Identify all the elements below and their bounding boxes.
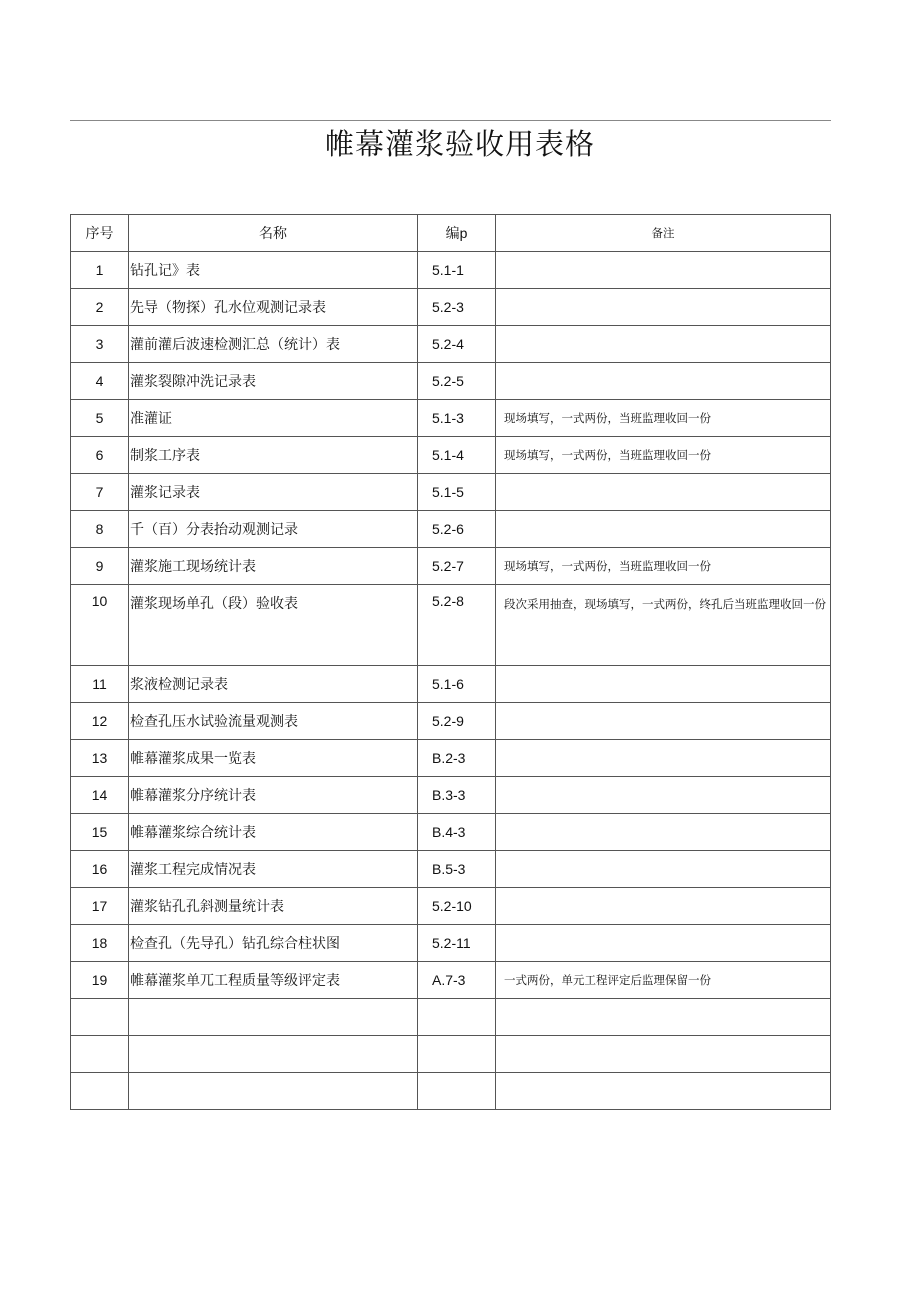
row-number: 16 [71, 851, 129, 888]
row-note [496, 925, 831, 962]
row-code: 5.2-8 [418, 585, 496, 666]
row-name: 灌浆施工现场统计表 [129, 548, 418, 585]
row-name: 帷幕灌浆综合统计表 [129, 814, 418, 851]
row-note: 现场填写，一式两份，当班监理收回一份 [496, 437, 831, 474]
row-number [71, 1036, 129, 1073]
row-number: 3 [71, 326, 129, 363]
row-name: 灌前灌后波速检测汇总（统计）表 [129, 326, 418, 363]
row-code: B.5-3 [418, 851, 496, 888]
row-name: 准灌证 [129, 400, 418, 437]
row-number: 2 [71, 289, 129, 326]
row-name: 灌浆记录表 [129, 474, 418, 511]
row-code: 5.2-5 [418, 363, 496, 400]
row-note: 现场填写，一式两份，当班监理收回一份 [496, 548, 831, 585]
row-note [496, 851, 831, 888]
row-number: 13 [71, 740, 129, 777]
row-note [496, 999, 831, 1036]
row-note [496, 289, 831, 326]
table-row [71, 999, 831, 1036]
row-note [496, 363, 831, 400]
header-rule [70, 120, 831, 121]
row-note [496, 740, 831, 777]
row-name: 先导（物探）孔水位观测记录表 [129, 289, 418, 326]
header-note: 备注 [496, 215, 831, 252]
row-note [496, 474, 831, 511]
row-name: 灌浆钻孔孔斜测量统计表 [129, 888, 418, 925]
row-name: 灌浆工程完成情况表 [129, 851, 418, 888]
row-code: B.4-3 [418, 814, 496, 851]
row-note [496, 666, 831, 703]
table-row [71, 252, 831, 289]
row-note [496, 703, 831, 740]
row-note [496, 814, 831, 851]
row-number: 14 [71, 777, 129, 814]
table-row [71, 703, 831, 740]
table-row [71, 437, 831, 474]
row-number: 15 [71, 814, 129, 851]
row-name [129, 1073, 418, 1110]
table-row [71, 363, 831, 400]
table-row [71, 1036, 831, 1073]
row-note [496, 1073, 831, 1110]
row-code: 5.1-4 [418, 437, 496, 474]
header-no: 序号 [71, 215, 129, 252]
row-name: 灌浆裂隙冲洗记录表 [129, 363, 418, 400]
row-note [496, 252, 831, 289]
table-row [71, 851, 831, 888]
table-row [71, 814, 831, 851]
row-number: 19 [71, 962, 129, 999]
table-row [71, 548, 831, 585]
row-name [129, 1036, 418, 1073]
row-number [71, 999, 129, 1036]
table-row [71, 326, 831, 363]
table-row [71, 1073, 831, 1110]
row-number: 9 [71, 548, 129, 585]
row-name: 浆液检测记录表 [129, 666, 418, 703]
row-number: 4 [71, 363, 129, 400]
row-number: 11 [71, 666, 129, 703]
row-code [418, 1073, 496, 1110]
header-code: 编p [418, 215, 496, 252]
row-number: 1 [71, 252, 129, 289]
row-name: 制浆工序表 [129, 437, 418, 474]
row-note: 段次采用抽查，现场填写，一式两份，终孔后当班监理收回一份 [496, 585, 831, 666]
row-number: 18 [71, 925, 129, 962]
table-row [71, 511, 831, 548]
page-title: 帷幕灌浆验收用表格 [324, 127, 595, 161]
table-header-row [71, 215, 831, 252]
row-code: A.7-3 [418, 962, 496, 999]
row-number: 5 [71, 400, 129, 437]
row-name: 灌浆现场单孔（段）验收表 [129, 585, 418, 666]
table-row [71, 289, 831, 326]
table-row [71, 585, 831, 666]
row-name [129, 999, 418, 1036]
row-note [496, 511, 831, 548]
table-row [71, 962, 831, 999]
row-code: 5.2-7 [418, 548, 496, 585]
row-note [496, 326, 831, 363]
row-name: 钻孔记》表 [129, 252, 418, 289]
row-code: B.2-3 [418, 740, 496, 777]
row-code: 5.2-10 [418, 888, 496, 925]
row-code: 5.2-3 [418, 289, 496, 326]
table-row [71, 474, 831, 511]
table-body [71, 252, 831, 1110]
row-code: B.3-3 [418, 777, 496, 814]
row-code: 5.2-9 [418, 703, 496, 740]
table-row [71, 777, 831, 814]
row-number: 8 [71, 511, 129, 548]
table-row [71, 400, 831, 437]
row-name: 检查孔压水试验流量观测表 [129, 703, 418, 740]
row-note: 现场填写，一式两份，当班监理收回一份 [496, 400, 831, 437]
row-note [496, 777, 831, 814]
row-name: 千（百）分表抬动观测记录 [129, 511, 418, 548]
row-name: 帷幕灌浆单兀工程质量等级评定表 [129, 962, 418, 999]
row-code [418, 999, 496, 1036]
row-code: 5.2-4 [418, 326, 496, 363]
row-code [418, 1036, 496, 1073]
row-code: 5.2-6 [418, 511, 496, 548]
row-code: 5.1-6 [418, 666, 496, 703]
row-number: 7 [71, 474, 129, 511]
table-row [71, 666, 831, 703]
row-note [496, 1036, 831, 1073]
row-code: 5.1-1 [418, 252, 496, 289]
row-code: 5.1-5 [418, 474, 496, 511]
row-number [71, 1073, 129, 1110]
row-number: 10 [71, 585, 129, 666]
forms-table [70, 214, 831, 1110]
row-name: 帷幕灌浆成果一览表 [129, 740, 418, 777]
row-code: 5.2-11 [418, 925, 496, 962]
table-row [71, 740, 831, 777]
row-name: 帷幕灌浆分序统计表 [129, 777, 418, 814]
row-code: 5.1-3 [418, 400, 496, 437]
row-number: 17 [71, 888, 129, 925]
table-row [71, 925, 831, 962]
header-name: 名称 [129, 215, 418, 252]
row-note: 一式两份，单元工程评定后监理保留一份 [496, 962, 831, 999]
row-note [496, 888, 831, 925]
row-name: 检查孔（先导孔）钻孔综合柱状图 [129, 925, 418, 962]
row-number: 6 [71, 437, 129, 474]
table-row [71, 888, 831, 925]
row-number: 12 [71, 703, 129, 740]
